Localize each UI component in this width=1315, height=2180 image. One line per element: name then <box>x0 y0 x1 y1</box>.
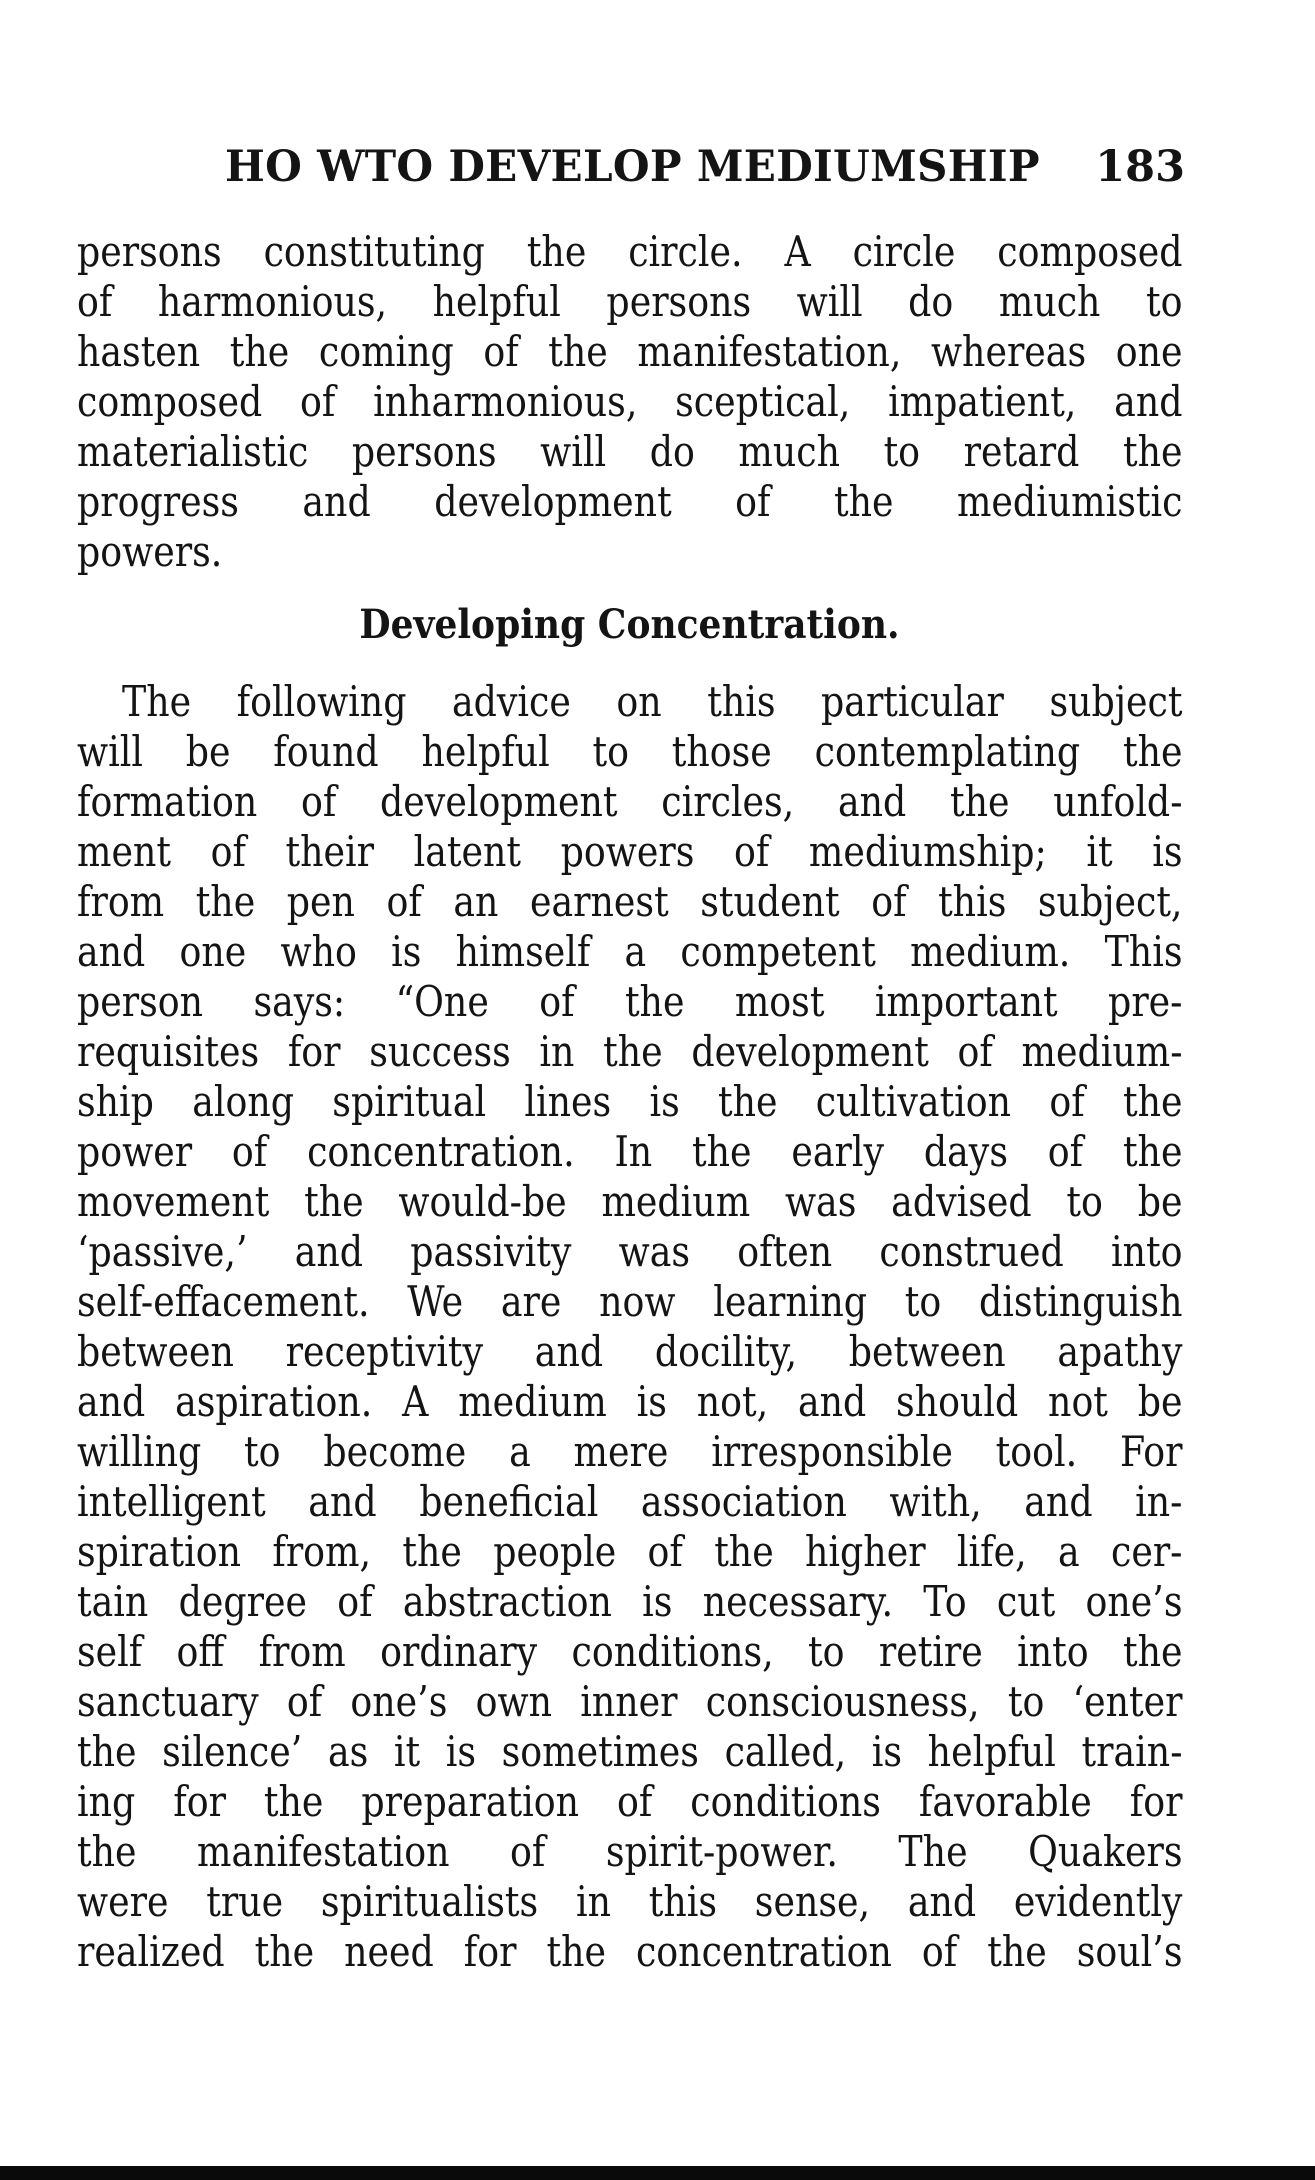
text-line: composed of inharmonious, sceptical, impatient, and <box>77 377 1183 426</box>
text-line: persons constituting the circle. A circle composed <box>77 227 1183 276</box>
text-line: the silence’ as it is sometimes called, is helpful train- <box>77 1727 1183 1776</box>
text-line: self off from ordinary conditions, to retire into the <box>77 1627 1183 1676</box>
text-line: formation of development circles, and the unfold- <box>77 777 1183 826</box>
text-line: sanctuary of one’s own inner consciousness, to ‘enter <box>77 1677 1183 1726</box>
text-line: from the pen of an earnest student of this subject, <box>77 877 1183 926</box>
text-line: ment of their latent powers of mediumship; it is <box>77 827 1183 876</box>
text-line: ‘passive,’ and passivity was often construed into <box>77 1227 1183 1276</box>
text-line: powers. <box>77 527 223 576</box>
text-line: ship along spiritual lines is the cultivation of the <box>77 1077 1183 1126</box>
text-line: of harmonious, helpful persons will do much to <box>77 277 1183 326</box>
text-line: spiration from, the people of the higher life, a cer- <box>77 1527 1183 1576</box>
text-line: materialistic persons will do much to retard the <box>77 427 1183 476</box>
text-line: intelligent and beneficial association with, and in- <box>77 1477 1183 1526</box>
page-header <box>225 142 1185 202</box>
text-line: tain degree of abstraction is necessary. To cut one’s <box>77 1577 1183 1626</box>
running-head: HO WTO DEVELOP MEDIUMSHIP <box>225 142 1040 192</box>
text-line: the manifestation of spirit-power. The Quakers <box>77 1827 1183 1876</box>
text-line: and one who is himself a competent medium. This <box>77 927 1183 976</box>
text-line: between receptivity and docility, between apathy <box>77 1327 1183 1376</box>
paragraph-2 <box>77 677 1182 1977</box>
text-line: person says: “One of the most important pre- <box>77 977 1183 1026</box>
text-line: and aspiration. A medium is not, and should not be <box>77 1377 1183 1426</box>
text-line: progress and development of the mediumistic <box>77 477 1183 526</box>
text-line: movement the would-be medium was advised to be <box>77 1177 1183 1226</box>
text-line: realized the need for the concentration of the soul’s <box>77 1927 1183 1976</box>
text-line: The following advice on this particular subject <box>121 677 1183 726</box>
page-number: 183 <box>1095 142 1185 192</box>
text-line: power of concentration. In the early days of the <box>77 1127 1183 1176</box>
bottom-edge-rule <box>0 2166 1315 2180</box>
text-line: hasten the coming of the manifestation, whereas one <box>77 327 1183 376</box>
text-line: ing for the preparation of conditions favorable for <box>77 1777 1183 1826</box>
text-line: were true spiritualists in this sense, and evidently <box>77 1877 1183 1926</box>
text-line: will be found helpful to those contemplating the <box>77 727 1183 776</box>
text-line: self-effacement. We are now learning to distinguish <box>77 1277 1183 1326</box>
section-heading: Developing Concentration. <box>359 601 900 648</box>
text-line: requisites for success in the development of medium- <box>77 1027 1183 1076</box>
text-line: willing to become a mere irresponsible tool. For <box>77 1427 1183 1476</box>
paragraph-1 <box>77 227 1182 577</box>
